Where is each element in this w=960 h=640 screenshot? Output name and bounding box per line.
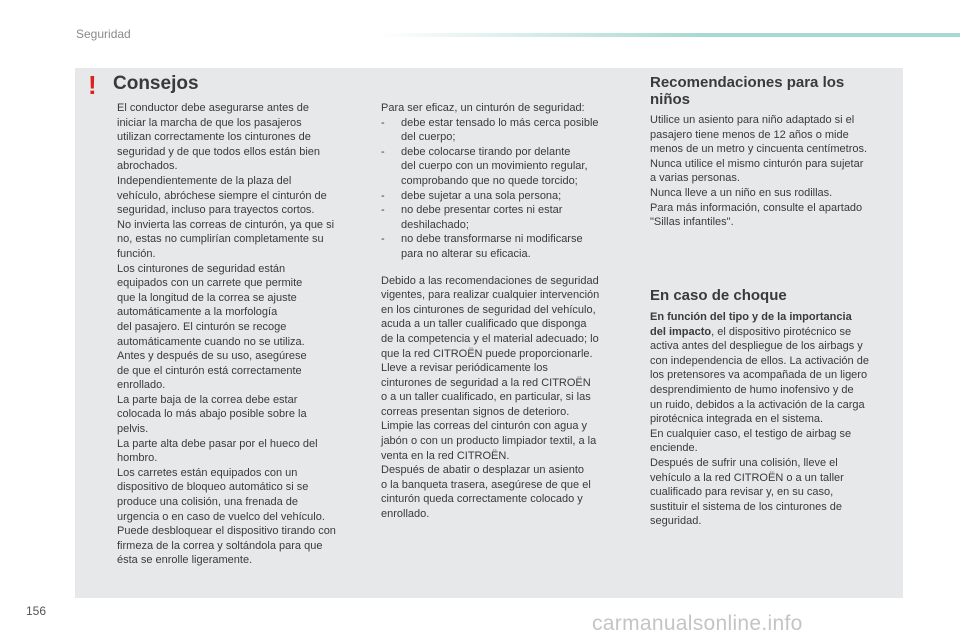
text-line: vehículo a la red CITROËN o a un taller (650, 471, 844, 484)
text-line: ésta se enrolle ligeramente. (117, 554, 253, 567)
list-item (381, 116, 633, 145)
text-line: jabón o con un producto limpiador textil, a la (381, 435, 597, 448)
text-line: Limpie las correas del cinturón con agua y (381, 420, 588, 433)
text-line: dispositivo de bloqueo automático si se (117, 481, 309, 494)
list-item (381, 145, 633, 189)
text-line: un ruido, debidos a la activación de la carga (650, 398, 865, 411)
text-line: Utilice un asiento para niño adaptado si el (650, 114, 855, 126)
text-line: produce una colisión, una frenada de (117, 496, 299, 509)
text-line: que la longitud de la correa se ajuste (117, 291, 297, 304)
text-line: cinturones de seguridad a la red CITROËN (381, 376, 591, 389)
header-accent-bar (380, 33, 960, 37)
children-heading (650, 74, 900, 108)
text-line: en los cinturones de seguridad del vehículo, (381, 303, 596, 316)
text-line: correas presentan signos de deterioro. (381, 405, 570, 418)
text-line: Independientemente de la plaza del (117, 174, 292, 187)
list-item (381, 203, 633, 232)
text-line: sustituir el sistema de los cinturones de (650, 500, 842, 513)
dash-bullet: - (381, 233, 385, 246)
phrase: , el dispositivo pirotécnico se (711, 325, 852, 338)
text-line: con independencia de ellos. La activación de (650, 354, 869, 367)
text-line: venta en la red CITROËN. (381, 449, 510, 462)
text-line: a varias personas. (650, 172, 740, 185)
text-line: pirotécnica integrada en el sistema. (650, 413, 824, 426)
text-line: Nunca utilice el mismo cinturón para sujetar (650, 157, 864, 170)
children-heading-line: niños (650, 91, 690, 108)
list-item-line: del cuerpo con un movimiento regular, (401, 160, 588, 173)
text-line: equipados con un carrete que permite (117, 277, 303, 290)
list-item-line: para no alterar su eficacia. (401, 247, 531, 260)
text-line: colocada lo más abajo posible sobre la (117, 408, 307, 421)
text-line: o a un taller cualificado, en particular, si las (381, 391, 591, 404)
text-line: automáticamente a la morfología (117, 306, 278, 319)
text-line: cinturón queda correctamente colocado y (381, 493, 583, 506)
text-line: Lleve a revisar periódicamente los (381, 362, 548, 375)
requirements-list (381, 116, 633, 262)
text-line: enciende. (650, 442, 698, 455)
text-line: seguridad, incluso para trayectos cortos. (117, 204, 315, 217)
children-heading-line: Recomendaciones para los (650, 74, 845, 91)
text-line: cualificado para revisar y, en su caso, (650, 486, 834, 499)
text-line: vehículo, abróchese siempre el cinturón de (117, 189, 327, 202)
text-line: El conductor debe asegurarse antes de (117, 102, 310, 114)
dash-bullet: - (381, 204, 385, 217)
list-intro: Para ser eficaz, un cinturón de seguridad: (381, 102, 585, 114)
bold-phrase: del impacto (650, 325, 712, 338)
text-line: de que el cinturón está correctamente (117, 364, 302, 377)
text-line: En cualquier caso, el testigo de airbag se (650, 427, 852, 440)
text-line: urgencia o en caso de vuelco del vehículo. (117, 510, 325, 523)
dash-bullet: - (381, 116, 385, 129)
warning-exclamation-icon: ! (88, 70, 97, 100)
text-line: Puede desbloquear el dispositivo tirando con (117, 525, 336, 538)
text-line: La parte baja de la correa debe estar (117, 393, 298, 406)
advice-heading: Consejos (113, 73, 199, 94)
text-line: utilizan correctamente los cinturones de (117, 131, 311, 144)
text-line: vigentes, para realizar cualquier intervención (381, 289, 600, 302)
crash-heading-text: En caso de choque (650, 287, 787, 304)
text-line: pelvis. (117, 423, 149, 436)
list-item (381, 189, 633, 204)
text-line: Debido a las recomendaciones de seguridad (381, 274, 599, 287)
text-line-bold: En función del tipo y de la importancia (650, 311, 852, 323)
text-line: acuda a un taller cualificado que disponga (381, 318, 587, 331)
text-line: Para más información, consulte el apartado (650, 201, 863, 214)
list-item-line: debe estar tensado lo más cerca posible (401, 116, 599, 129)
list-item (381, 232, 633, 261)
text-line: Después de abatir o desplazar un asiento (381, 464, 585, 477)
dash-bullet: - (381, 145, 385, 158)
list-item-line: no debe transformarse ni modificarse (401, 233, 583, 246)
text-line: del pasajero. El cinturón se recoge (117, 320, 287, 333)
crash-heading (650, 287, 900, 304)
text-line: firmeza de la correa y soltándola para que (117, 539, 323, 552)
text-line: menos de un metro y cincuenta centímetros. (650, 143, 868, 156)
text-line: La parte alta debe pasar por el hueco del (117, 437, 318, 450)
text-line: Antes y después de su uso, asegúrese (117, 350, 307, 363)
advice-column-1 (117, 101, 363, 568)
text-line: No invierta las correas de cinturón, ya que si (117, 218, 335, 231)
watermark: carmanualsonline.info (592, 612, 803, 635)
crash-text (650, 310, 900, 529)
list-item-line: debe colocarse tirando por delante (401, 145, 571, 158)
text-line-mixed (650, 325, 900, 340)
list-item-line: comprobando que no quede torcido; (401, 174, 578, 187)
list-item-line: debe sujetar a una sola persona; (401, 189, 562, 202)
text-line: función. (117, 247, 156, 260)
text-line: iniciar la marcha de que los pasajeros (117, 116, 302, 129)
text-line: de la competencia y el material adecuado; lo (381, 332, 599, 345)
dash-bullet: - (381, 189, 385, 202)
text-line: Después de sufrir una colisión, lleve el (650, 456, 838, 469)
list-item-line: deshilachado; (401, 218, 469, 231)
text-line: desprendimiento de humo inofensivo y de (650, 383, 854, 396)
text-line: enrollado. (381, 508, 430, 521)
text-line: automáticamente cuando no se utiliza. (117, 335, 305, 348)
text-line: que la red CITROËN puede proporcionarle. (381, 347, 593, 360)
section-title: Seguridad (76, 27, 131, 41)
text-line: activa antes del despliegue de los airbags y (650, 340, 863, 353)
advice-column-2 (381, 101, 633, 522)
text-line: Los cinturones de seguridad están (117, 262, 286, 275)
text-line: Nunca lleve a un niño en sus rodillas. (650, 186, 833, 199)
list-item-line: del cuerpo; (401, 131, 456, 144)
text-line: seguridad. (650, 515, 702, 528)
text-line: seguridad y de que todos ellos están bien (117, 145, 321, 158)
text-line: "Sillas infantiles". (650, 216, 734, 229)
text-line: o la banqueta trasera, asegúrese de que el (381, 478, 591, 491)
page-number: 156 (26, 604, 47, 618)
text-line: enrollado. (117, 379, 166, 392)
children-text (650, 113, 900, 230)
text-line: no, estas no cumplirían completamente su (117, 233, 324, 246)
text-line: los pretensores va acompañada de un ligero (650, 369, 868, 382)
list-item-line: no debe presentar cortes ni estar (401, 204, 563, 217)
text-line: abrochados. (117, 160, 178, 173)
text-line: pasajero tiene menos de 12 años o mide (650, 128, 849, 141)
text-line: Los carretes están equipados con un (117, 466, 298, 479)
text-line: hombro. (117, 452, 158, 465)
paragraph-spacer (381, 262, 633, 274)
